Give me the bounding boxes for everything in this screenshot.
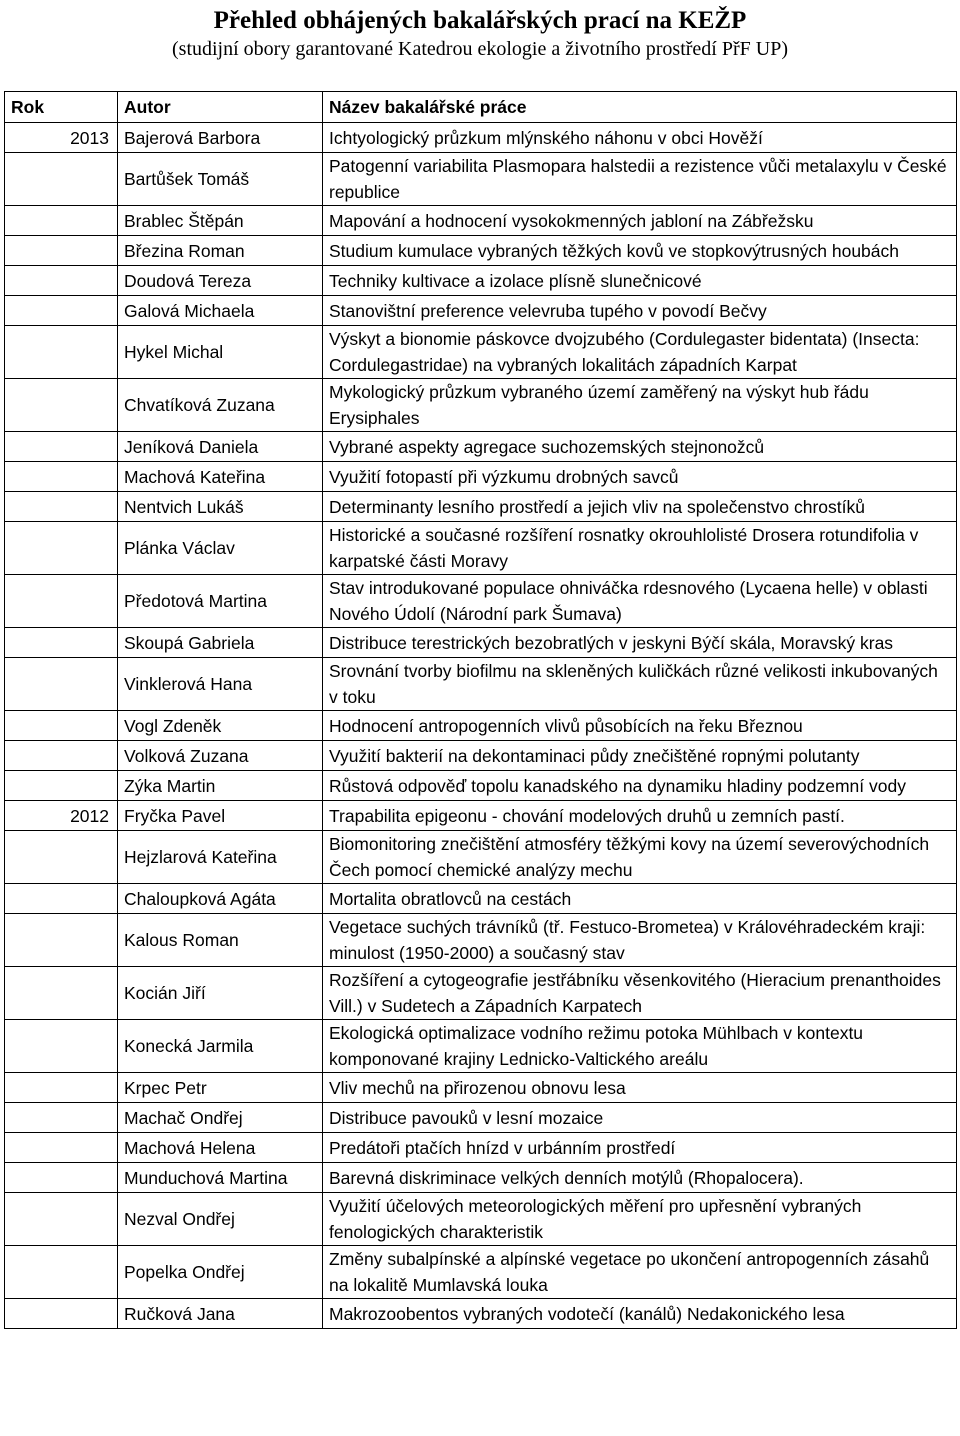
cell-year xyxy=(5,1073,118,1103)
cell-thesis-title: Ekologická optimalizace vodního režimu potoka Mühlbach v kontextu komponované krajiny Lednicko-Valtického areálu xyxy=(323,1020,957,1073)
cell-author: Popelka Ondřej xyxy=(118,1246,323,1299)
cell-year xyxy=(5,153,118,206)
cell-year xyxy=(5,1163,118,1193)
cell-author: Hykel Michal xyxy=(118,326,323,379)
cell-year xyxy=(5,1133,118,1163)
table-row xyxy=(5,432,957,462)
table-row xyxy=(5,771,957,801)
cell-year xyxy=(5,1246,118,1299)
cell-author: Bartůšek Tomáš xyxy=(118,153,323,206)
cell-author: Kalous Roman xyxy=(118,914,323,967)
cell-thesis-title: Distribuce terestrických bezobratlých v jeskyni Býčí skála, Moravský kras xyxy=(323,628,957,658)
table-row xyxy=(5,628,957,658)
cell-year xyxy=(5,492,118,522)
table-row xyxy=(5,884,957,914)
cell-thesis-title: Využití bakterií na dekontaminaci půdy znečištěné ropnými polutanty xyxy=(323,741,957,771)
cell-thesis-title: Změny subalpínské a alpínské vegetace po ukončení antropogenních zásahů na lokalitě Mumlavská louka xyxy=(323,1246,957,1299)
cell-author: Machač Ondřej xyxy=(118,1103,323,1133)
table-row xyxy=(5,1299,957,1329)
cell-author: Vinklerová Hana xyxy=(118,658,323,711)
table-row xyxy=(5,236,957,266)
cell-thesis-title: Vliv mechů na přirozenou obnovu lesa xyxy=(323,1073,957,1103)
table-row xyxy=(5,967,957,1020)
cell-year xyxy=(5,1299,118,1329)
table-row xyxy=(5,1073,957,1103)
document-title: Přehled obhájených bakalářských prací na KEŽP xyxy=(213,7,747,34)
cell-author: Machová Kateřina xyxy=(118,462,323,492)
cell-thesis-title: Využití fotopastí při výzkumu drobných savců xyxy=(323,462,957,492)
cell-author: Předotová Martina xyxy=(118,575,323,628)
column-header-rok: Rok xyxy=(5,92,118,123)
cell-author: Jeníková Daniela xyxy=(118,432,323,462)
cell-author: Chvatíková Zuzana xyxy=(118,379,323,432)
cell-year xyxy=(5,326,118,379)
cell-year xyxy=(5,379,118,432)
table-header-row xyxy=(5,92,957,123)
table-row xyxy=(5,575,957,628)
cell-thesis-title: Determinanty lesního prostředí a jejich vliv na společenstvo chrostíků xyxy=(323,492,957,522)
cell-author: Nezval Ondřej xyxy=(118,1193,323,1246)
cell-author: Krpec Petr xyxy=(118,1073,323,1103)
cell-author: Volková Zuzana xyxy=(118,741,323,771)
cell-thesis-title: Vybrané aspekty agregace suchozemských stejnonožců xyxy=(323,432,957,462)
cell-year xyxy=(5,522,118,575)
cell-year xyxy=(5,206,118,236)
cell-year: 2013 xyxy=(5,123,118,153)
table-row xyxy=(5,1103,957,1133)
cell-thesis-title: Biomonitoring znečištění atmosféry těžkými kovy na území severovýchodních Čech pomocí chemické analýzy mechu xyxy=(323,831,957,884)
table-row xyxy=(5,831,957,884)
cell-year xyxy=(5,1103,118,1133)
theses-table xyxy=(4,91,957,1329)
cell-year xyxy=(5,741,118,771)
table-row xyxy=(5,296,957,326)
cell-thesis-title: Využití účelových meteorologických měření pro upřesnění vybraných fenologických charakteristik xyxy=(323,1193,957,1246)
column-header-autor: Autor xyxy=(118,92,323,123)
table-body xyxy=(5,123,957,1329)
cell-author: Doudová Tereza xyxy=(118,266,323,296)
table-row xyxy=(5,522,957,575)
cell-year xyxy=(5,1020,118,1073)
cell-thesis-title: Mortalita obratlovců na cestách xyxy=(323,884,957,914)
cell-year xyxy=(5,884,118,914)
table-row xyxy=(5,741,957,771)
table-row xyxy=(5,1246,957,1299)
cell-thesis-title: Srovnání tvorby biofilmu na skleněných kuličkách různé velikosti inkubovaných v toku xyxy=(323,658,957,711)
table-row xyxy=(5,266,957,296)
cell-author: Brablec Štěpán xyxy=(118,206,323,236)
cell-thesis-title: Studium kumulace vybraných těžkých kovů ve stopkovýtrusných houbách xyxy=(323,236,957,266)
cell-thesis-title: Barevná diskriminace velkých denních motýlů (Rhopalocera). xyxy=(323,1163,957,1193)
cell-thesis-title: Techniky kultivace a izolace plísně slunečnicové xyxy=(323,266,957,296)
cell-author: Ručková Jana xyxy=(118,1299,323,1329)
cell-thesis-title: Stav introdukované populace ohniváčka rdesnového (Lycaena helle) v oblasti Nového Údolí (Národní park Šumava) xyxy=(323,575,957,628)
cell-thesis-title: Mapování a hodnocení vysokokmenných jabloní na Zábřežsku xyxy=(323,206,957,236)
cell-author: Plánka Václav xyxy=(118,522,323,575)
cell-year xyxy=(5,711,118,741)
cell-thesis-title: Distribuce pavouků v lesní mozaice xyxy=(323,1103,957,1133)
cell-thesis-title: Růstová odpověď topolu kanadského na dynamiku hladiny podzemní vody xyxy=(323,771,957,801)
table-row xyxy=(5,379,957,432)
cell-author: Skoupá Gabriela xyxy=(118,628,323,658)
cell-year xyxy=(5,1193,118,1246)
cell-year: 2012 xyxy=(5,801,118,831)
cell-year xyxy=(5,771,118,801)
cell-year xyxy=(5,628,118,658)
table-row xyxy=(5,492,957,522)
cell-year xyxy=(5,266,118,296)
cell-year xyxy=(5,236,118,266)
table-row xyxy=(5,326,957,379)
table-row xyxy=(5,206,957,236)
cell-thesis-title: Patogenní variabilita Plasmopara halstedii a rezistence vůči metalaxylu v České republice xyxy=(323,153,957,206)
column-header-nazev: Název bakalářské práce xyxy=(323,92,957,123)
cell-year xyxy=(5,831,118,884)
cell-year xyxy=(5,914,118,967)
table-row xyxy=(5,801,957,831)
table-row xyxy=(5,1020,957,1073)
cell-author: Machová Helena xyxy=(118,1133,323,1163)
cell-author: Galová Michaela xyxy=(118,296,323,326)
table-row xyxy=(5,123,957,153)
table-row xyxy=(5,658,957,711)
cell-thesis-title: Výskyt a bionomie páskovce dvojzubého (Cordulegaster bidentata) (Insecta: Cordulegastridae) na vybraných lokalitách západních Karpat xyxy=(323,326,957,379)
cell-author: Kocián Jiří xyxy=(118,967,323,1020)
cell-year xyxy=(5,575,118,628)
cell-thesis-title: Trapabilita epigeonu - chování modelových druhů u zemních pastí. xyxy=(323,801,957,831)
cell-year xyxy=(5,462,118,492)
document-subtitle: (studijní obory garantované Katedrou ekologie a životního prostředí PřF UP) xyxy=(172,38,788,60)
cell-year xyxy=(5,432,118,462)
cell-thesis-title: Ichtyologický průzkum mlýnského náhonu v obci Hověží xyxy=(323,123,957,153)
cell-thesis-title: Predátoři ptačích hnízd v urbánním prostředí xyxy=(323,1133,957,1163)
cell-author: Konecká Jarmila xyxy=(118,1020,323,1073)
table-row xyxy=(5,914,957,967)
cell-year xyxy=(5,967,118,1020)
cell-author: Hejzlarová Kateřina xyxy=(118,831,323,884)
cell-author: Fryčka Pavel xyxy=(118,801,323,831)
cell-author: Chaloupková Agáta xyxy=(118,884,323,914)
table-row xyxy=(5,1133,957,1163)
table-row xyxy=(5,711,957,741)
table-row xyxy=(5,1163,957,1193)
table-row xyxy=(5,153,957,206)
cell-thesis-title: Stanovištní preference velevruba tupého v povodí Bečvy xyxy=(323,296,957,326)
cell-author: Zýka Martin xyxy=(118,771,323,801)
cell-thesis-title: Vegetace suchých trávníků (tř. Festuco-Brometea) v Královéhradeckém kraji: minulost (1950-2000) a současný stav xyxy=(323,914,957,967)
cell-year xyxy=(5,658,118,711)
table-row xyxy=(5,462,957,492)
cell-author: Munduchová Martina xyxy=(118,1163,323,1193)
cell-author: Březina Roman xyxy=(118,236,323,266)
cell-thesis-title: Mykologický průzkum vybraného území zaměřený na výskyt hub řádu Erysiphales xyxy=(323,379,957,432)
cell-author: Vogl Zdeněk xyxy=(118,711,323,741)
table-row xyxy=(5,1193,957,1246)
cell-thesis-title: Makrozoobentos vybraných vodotečí (kanálů) Nedakonického lesa xyxy=(323,1299,957,1329)
cell-author: Bajerová Barbora xyxy=(118,123,323,153)
cell-thesis-title: Historické a současné rozšíření rosnatky okrouhlolisté Drosera rotundifolia v karpatské části Moravy xyxy=(323,522,957,575)
cell-author: Nentvich Lukáš xyxy=(118,492,323,522)
cell-year xyxy=(5,296,118,326)
cell-thesis-title: Hodnocení antropogenních vlivů působících na řeku Březnou xyxy=(323,711,957,741)
cell-thesis-title: Rozšíření a cytogeografie jestřábníku věsenkovitého (Hieracium prenanthoides Vill.) v Sudetech a Západních Karpatech xyxy=(323,967,957,1020)
